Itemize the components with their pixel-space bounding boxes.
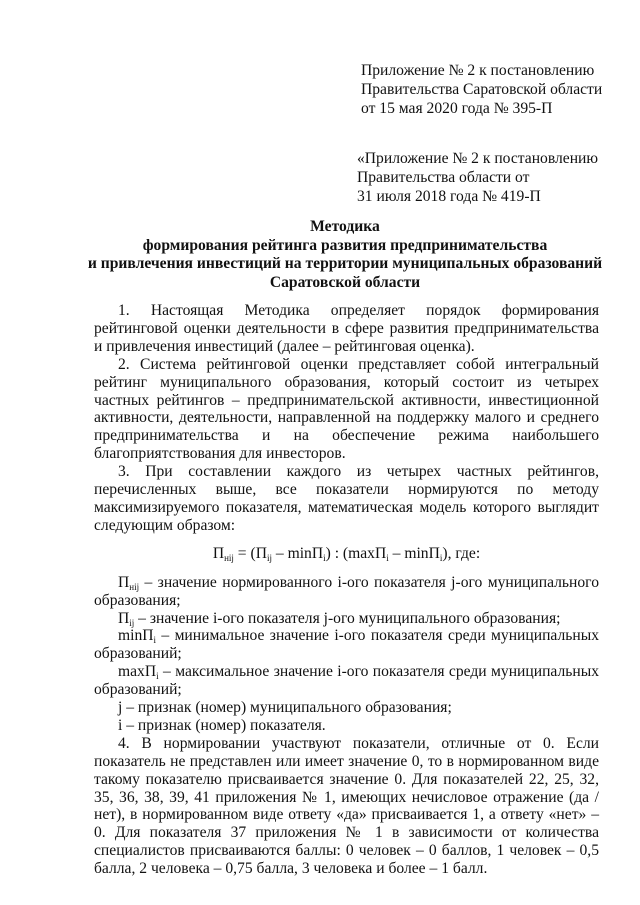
paragraph-2: 2. Система рейтинговой оценки представляет собой интегральный рейтинг муниципального образования, который состоит из четырех частных рейтингов – предпринимательской активности, инвестиционной активности, деятельности, направленной на поддержку малого и среднего предпринимательства и на обеспечение режима наибольшего благоприятствования для инвесторов.: [94, 355, 599, 463]
definition-value: $П_{ij}$ – значение i-ого показателя j-ого муниципального образования;: [118, 609, 561, 628]
header-line: Приложение № 2 к постановлению: [361, 62, 595, 79]
definition-max-value: maxП$_i$ – максимальное значение i-ого показателя среди муниципальных образований;: [94, 663, 599, 699]
normalization-formula: $П_{нij} = (П_{ij} - \min П_i)$ : (maxП$_i$ – minП$_i$), где:: [212, 544, 481, 563]
definition-i: i – признак (номер) показателя.: [118, 716, 326, 734]
title-line: Методика: [310, 218, 380, 235]
paragraph-4: 4. В нормировании участвуют показатели, отличные от 0. Если показатель не представлен или имеет значение 0, то в нормированном виде такому показателю присваивается значение 0. Для показателей 22, 25, 32, 35, 36, 38, 39, 41 приложения № 1, имеющих нечисловое отражение (да / нет), в нормированном виде ответу «да» присваивается 1, а ответу «нет» – 0. Для показателя 37 приложения № 1 в зависимости от количества специалистов присваиваются баллы: 0 человек – 0 баллов, 1 человек – 0,5 балла, 2 человека – 0,75 балла, 3 человека и более – 1 балл.: [94, 734, 599, 878]
original-approval-header: [357, 149, 598, 206]
header-line: от 15 мая 2020 года № 395-П: [361, 100, 553, 117]
header-line: Правительства Саратовской области: [361, 81, 603, 98]
approval-header: [361, 61, 602, 118]
paragraph-3: 3. При составлении каждого из четырех частных рейтингов, перечисленных выше, все показатели нормируются по методу максимизируемого показателя, математическая модель которого выглядит следующим образом:: [94, 463, 599, 534]
header-line: 31 июля 2018 года № 419-П: [357, 188, 541, 205]
definition-j: j – признак (номер) муниципального образования;: [118, 699, 452, 717]
header-line: Правительства области от: [357, 169, 530, 186]
title-line: Саратовской области: [269, 273, 421, 291]
header-line: «Приложение № 2 к постановлению: [357, 150, 599, 167]
paragraph-1: 1. Настоящая Методика определяет порядок формирования рейтинговой оценки деятельности в сфере развития предпринимательства и привлечения инвестиций (далее – рейтинговая оценка).: [94, 302, 599, 355]
title-line: формирования рейтинга развития предпринимательства: [142, 236, 548, 254]
definition-min-value: minП$_i$ – минимальное значение i-ого показателя среди муниципальных образований;: [94, 627, 599, 663]
document-title: [75, 218, 615, 292]
definition-normalized-value: $П_{нij}$ – значение нормированного i-ого показателя j-ого муниципального образования;: [94, 573, 599, 609]
title-line: и привлечения инвестиций на территории муниципальных образований: [87, 255, 603, 272]
document-body: [94, 302, 599, 878]
